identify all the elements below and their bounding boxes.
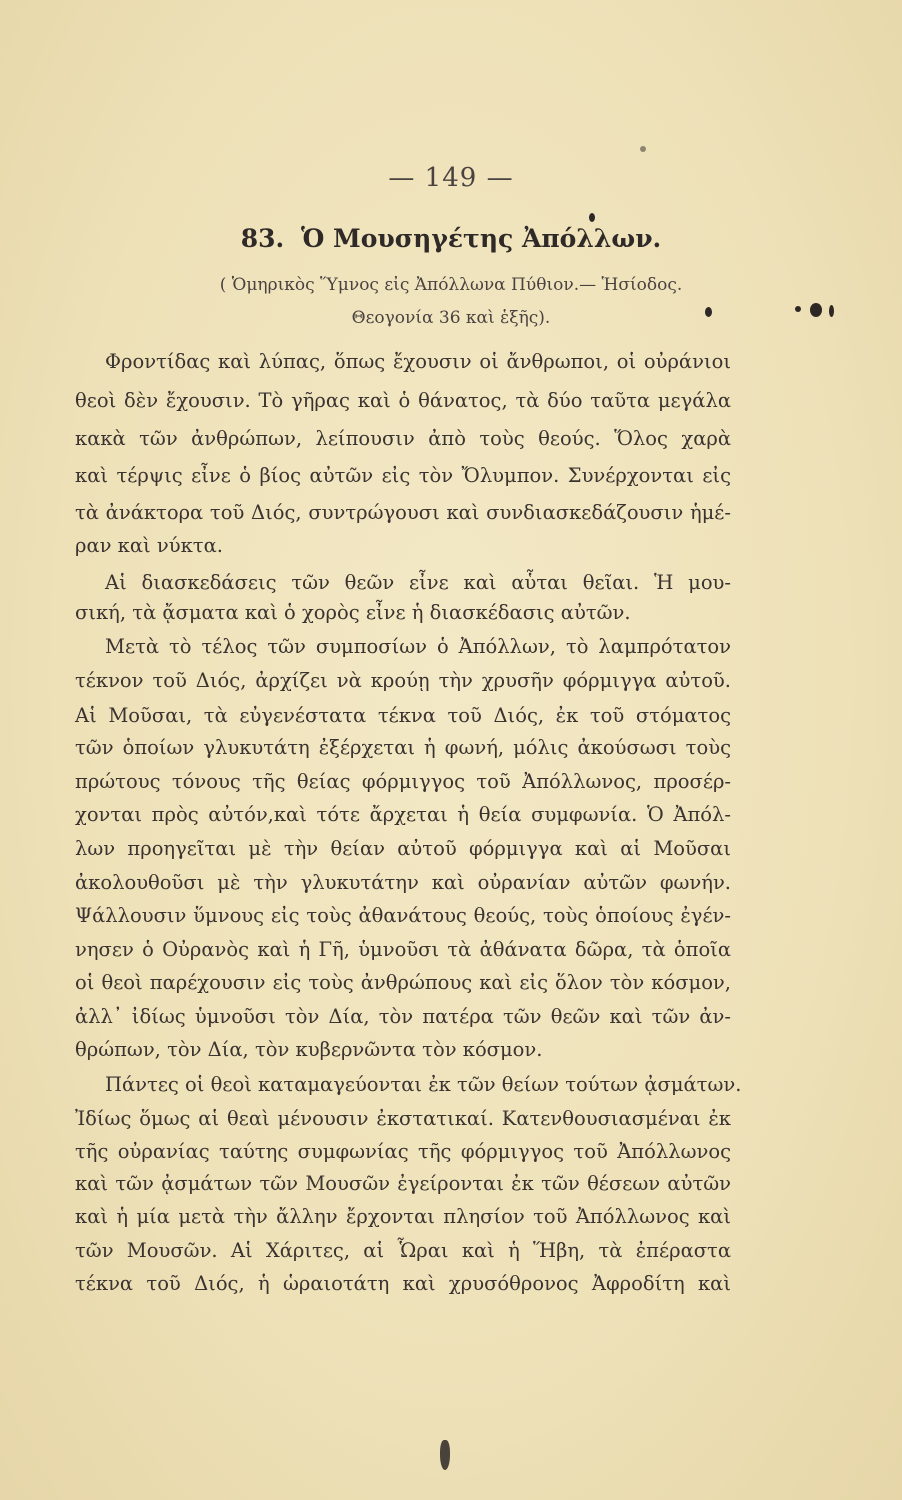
text-line: τέκνον τοῦ Διός, ἀρχίζει νὰ κρούῃ τὴν χρυσῆν φόρμιγγα αὐτοῦ.	[75, 669, 731, 692]
text-line: νησεν ὁ Οὐρανὸς καὶ ἡ Γῆ, ὑμνοῦσι τὰ ἀθάνατα δῶρα, τὰ ὁποῖα	[75, 938, 731, 961]
text-line: οἱ θεοὶ παρέχουσιν εἰς τοὺς ἀνθρώπους καὶ εἰς ὅλον τὸν κόσμον,	[75, 971, 731, 994]
section-title: Ὁ Μουσηγέτης Ἀπόλλων.	[300, 224, 662, 253]
text-line: καὶ τέρψις εἶνε ὁ βίος αὐτῶν εἰς τὸν Ὄλυμπον. Συνέρχονται εἰς	[75, 464, 731, 487]
section-heading	[0, 224, 902, 253]
text-line: τῆς οὐρανίας ταύτης συμφωνίας τῆς φόρμιγγος τοῦ Ἀπόλλωνος	[75, 1140, 731, 1163]
text-line: Ψάλλουσιν ὕμνους εἰς τοὺς ἀθανάτους θεούς, τοὺς ὁποίους ἐγέν-	[75, 904, 731, 927]
text-line: ραν καὶ νύκτα.	[75, 534, 223, 557]
text-line: κακὰ τῶν ἀνθρώπων, λείπουσιν ἀπὸ τοὺς θεούς. Ὅλος χαρὰ	[75, 427, 731, 450]
text-line: πρώτους τόνους τῆς θείας φόρμιγγος τοῦ Ἀπόλλωνος, προσέρ-	[75, 770, 731, 793]
text-line: τέκνα τοῦ Διός, ἡ ὡραιοτάτη καὶ χρυσόθρονος Ἀφροδίτη καὶ	[75, 1272, 731, 1295]
section-number: 83.	[240, 224, 285, 253]
text-line: θεοὶ δὲν ἔχουσιν. Τὸ γῆρας καὶ ὁ θάνατος, τὰ δύο ταῦτα μεγάλα	[75, 389, 731, 412]
text-line: καὶ ἡ μία μετὰ τὴν ἄλλην ἔρχονται πλησίον τοῦ Ἀπόλλωνος καὶ	[75, 1205, 731, 1228]
page-number: — 149 —	[388, 163, 514, 193]
source-citation-line-2: Θεογονία 36 καὶ ἑξῆς).	[351, 308, 551, 328]
text-line: σική, τὰ ᾄσματα καὶ ὁ χορὸς εἶνε ἡ διασκέδασις αὐτῶν.	[75, 601, 631, 624]
text-line: θρώπων, τὸν Δία, τὸν κυβερνῶντα τὸν κόσμον.	[75, 1038, 543, 1061]
ink-speck	[795, 306, 801, 312]
source-citation-line-1: ( Ὁμηρικὸς Ὕμνος εἰς Ἀπόλλωνα Πύθιον.— Ἡσίοδος.	[219, 275, 683, 295]
text-line: λων προηγεῖται μὲ τὴν θείαν αὐτοῦ φόρμιγγα καὶ αἱ Μοῦσαι	[75, 837, 731, 860]
text-line: Ἰδίως ὅμως αἱ θεαὶ μένουσιν ἐκστατικαί. Κατενθουσιασμέναι ἐκ	[75, 1107, 731, 1130]
text-line: τὰ ἀνάκτορα τοῦ Διός, συντρώγουσι καὶ συνδιασκεδάζουσιν ἡμέ-	[75, 501, 731, 524]
text-line: Αἱ Μοῦσαι, τὰ εὐγενέστατα τέκνα τοῦ Διός, ἐκ τοῦ στόματος	[75, 704, 731, 727]
ink-speck	[589, 213, 595, 222]
text-line: ἀκολουθοῦσι μὲ τὴν γλυκυτάτην καὶ οὐρανίαν αὐτῶν φωνήν.	[75, 871, 731, 894]
text-line: τῶν Μουσῶν. Αἱ Χάριτες, αἱ Ὧραι καὶ ἡ Ἥβη, τὰ ἐπέραστα	[75, 1239, 731, 1262]
text-line: Πάντες οἱ θεοὶ καταμαγεύονται ἐκ τῶν θείων τούτων ᾀσμάτων.	[105, 1073, 742, 1096]
ink-mark	[440, 1440, 450, 1470]
ink-speck	[705, 307, 712, 317]
text-line: Αἱ διασκεδάσεις τῶν θεῶν εἶνε καὶ αὗται θεῖαι. Ἡ μου-	[105, 571, 731, 594]
text-line: χονται πρὸς αὐτόν,καὶ τότε ἄρχεται ἡ θεία συμφωνία. Ὁ Ἀπόλ-	[75, 803, 731, 826]
text-line: Φροντίδας καὶ λύπας, ὅπως ἔχουσιν οἱ ἄνθρωποι, οἱ οὐράνιοι	[105, 350, 731, 373]
text-line: καὶ τῶν ᾀσμάτων τῶν Μουσῶν ἐγείρονται ἐκ τῶν θέσεων αὐτῶν	[75, 1172, 731, 1195]
text-line: τῶν ὁποίων γλυκυτάτη ἐξέρχεται ἡ φωνή, μόλις ἀκούσωσι τοὺς	[75, 736, 731, 759]
ink-speck	[810, 303, 822, 317]
text-line: Μετὰ τὸ τέλος τῶν συμποσίων ὁ Ἀπόλλων, τὸ λαμπρότατον	[105, 635, 731, 658]
ink-speck	[640, 146, 646, 152]
text-line: ἀλλ᾽ ἰδίως ὑμνοῦσι τὸν Δία, τὸν πατέρα τῶν θεῶν καὶ τῶν ἀν-	[75, 1005, 731, 1028]
ink-speck	[829, 305, 834, 317]
